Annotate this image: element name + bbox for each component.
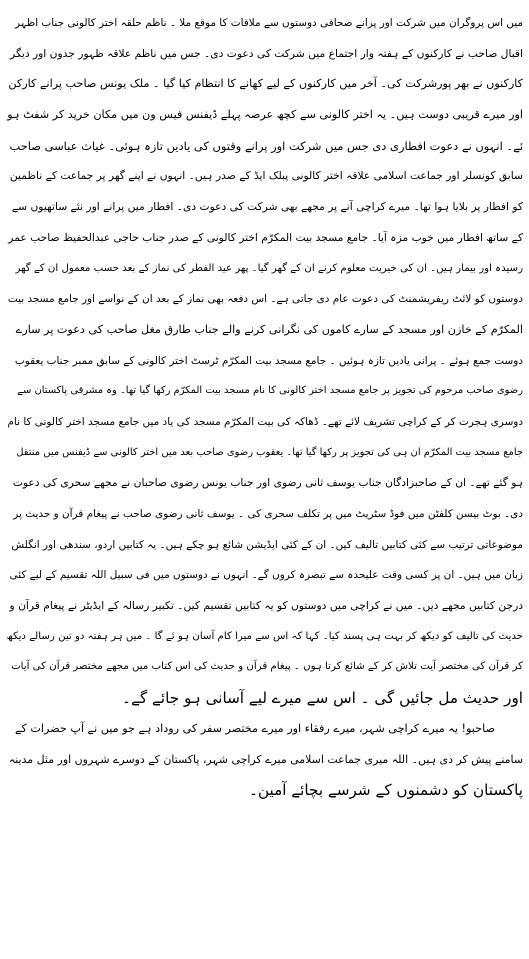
text-line: اور حدیث مل جائیں گی ۔ اس سے میرے لیے آسانی ہو جائے گے۔ <box>122 689 523 708</box>
text-line: موضوعاتی ترتیب سے کئی کتابیں تالیف کیں۔ ان کے کئی ایڈیشن شائع ہو چکے ہیں۔ یہ کتابیں اردو، سندھی اور انگلش <box>11 538 523 551</box>
text-line: حدیث کی تالیف کو دیکھ کر بہت ہی پسند کیا۔ کہا کہ اس سے میرا کام آسان ہو ئے گا ۔ میں ہر ہفتہ دو تین رسالے دیکھ <box>6 630 523 642</box>
text-line: پاکستان کو دشمنوں کے شرسے بچائے آمین۔ <box>249 781 523 800</box>
text-line: کے ساتھ افطار میں خوب مزہ آیا۔ جامع مسجد بیت المکرّم اختر کالونی کے صدر جناب حاجی عبدالحفیظ صاحب عمر <box>8 230 523 244</box>
text-line: ئے۔ انہوں نے دعوت افطاری دی جس میں شرکت اور پرانے وقتوں کی یادیں تازہ ہوئی۔ غیاث عباسی صاحب <box>9 138 523 153</box>
text-line: سابق کونسلر اور جماعت اسلامی علاقہ اختر کالونی پبلک ایڈ کے صدر ہیں۔ انہوں نے اپنے گھر پر جماعت کے ناظمین <box>9 169 523 183</box>
text-line: زبان میں ہیں۔ ان پر کسی وقت علیحدہ سے تبصرہ کروں گے۔ انہوں نے دوستوں میں فی سبیل اللہ تقسیم کے لیے کئی <box>9 569 523 582</box>
text-line: اور میرے قریبی دوست ہیں۔ یہ اختر کالونی سے کچھ عرصہ پہلے ڈیفنس فیس ون میں مکان خرید کر شفٹ ہو <box>7 108 523 122</box>
text-line: دوسری ہجرت کر کے کراچی تشریف لائے تھے۔ ڈھاکہ کی بیت المکرّم مسجد کی یاد میں جامع مسجد اختر کالونی کا نام <box>7 415 523 428</box>
paragraph-2 <box>6 714 523 806</box>
text-line: جامع مسجد بیت المکرّم ان ہی کی تجویز پر رکھا گیا تھا۔ یعقوب رضوی صاحب بعد میں اختر کالونی سے ڈیفنس میں منتقل <box>16 446 523 458</box>
text-line: رضوی صاحب مرحوم کی تجویز پر جامع مسجد اختر کالونی کا نام مسجد بیت المکرّم رکھا گیا تھا۔ وہ مشرقی پاکستان سے <box>17 385 523 397</box>
text-line: کو افطار پر بلایا ہوا تھا۔ میرے کراچی آنے پر مجھے بھی شرکت کی دعوت دی۔ افطار میں پرانے اور نئے ساتھیوں سے <box>11 200 523 214</box>
text-line: سامنے پیش کر دی ہیں۔ اللہ میری جماعت اسلامی میرے کراچی شہر، پاکستان کے دوسرے شہروں اور مثل مدینہ <box>8 752 523 766</box>
text-line: رسیدہ اور بیمار ہیں۔ ان کی خیریت معلوم کرنے ان کے گھر گیا۔ پھر عید الفطر کی نماز کے بعد حسب معمول ان کے گھر <box>15 262 523 274</box>
text-line: درجن کتابیں مجھے دیں۔ میں نے کراچی میں دوستوں کو یہ کتابیں تقسیم کیں۔ تکبیر رسالہ کے ایڈیٹر نے پیغام قرآن و <box>9 599 523 613</box>
text-line: کر قرآن کی مختصر آیت تلاش کر کے شائع کرتا ہوں ۔ پیغام قرآن و حدیث کی اس کتاب میں مجھے مختصر قرآن کی آیات <box>11 661 523 673</box>
text-line: دوستوں کو لائٹ ریفریشمنٹ کی دعوت عام دی جاتی ہے۔ اس دفعہ بھی نماز کے بعد ان کے نواسے اور جامع مسجد بیت <box>7 293 523 306</box>
text-line: دی۔ بوٹ بیسن کلفٹن میں فوڈ سٹریٹ میں پر تکلف سحری کی ۔ یوسف ثانی رضوی صاحب نے پیغام قرآن و حدیث پر <box>13 508 523 520</box>
text-line: اقبال صاحب نے کارکنوں کے ہفتہ وار اجتماع میں شرکت کی دعوت دی۔ جس میں ناظم علاقہ ظہور جدون اور دیگر <box>10 46 523 60</box>
text-line: صاحبو! یہ میرے کراچی شہر، میرے رفقاء اور میرے مختصر سفر کی روداد ہے جو میں نے آپ حضرات کے <box>14 721 495 735</box>
text-line: دوست جمع ہوئے ۔ پرانی یادیں تازہ ہوئیں ۔ جامع مسجد بیت المکرّم ٹرسٹ اختر کالونی کے سابق ممبر جناب یعقوب <box>14 354 523 367</box>
text-line: میں اس پروگران میں شرکت اور پرانے صحافی دوستوں سے ملاقات کا موقع ملا ۔ ناظم حلقہ اختر کالونی جناب اظہر <box>15 17 523 29</box>
text-line: المکرّم کے خازن اور مسجد کے سارے کاموں کی نگرانی کرنے والے جناب طارق مغل صاحب کی دعوت پر سارے <box>15 322 523 336</box>
text-line: ہو گئے تھے۔ ان کے صاحبزادگان جناب یوسف ثانی رضوی اور جناب یونس رضوی صاحبان نے مجھے سحری کی دعوت <box>12 476 523 490</box>
paragraph-1 <box>6 8 523 714</box>
text-line: کارکنوں نے بھر پورشرکت کی۔ آخر میں کارکنوں کے لیے کھانے کا انتظام کیا گیا ۔ ملک یونس صاحب پرانے کارکن <box>8 77 523 91</box>
